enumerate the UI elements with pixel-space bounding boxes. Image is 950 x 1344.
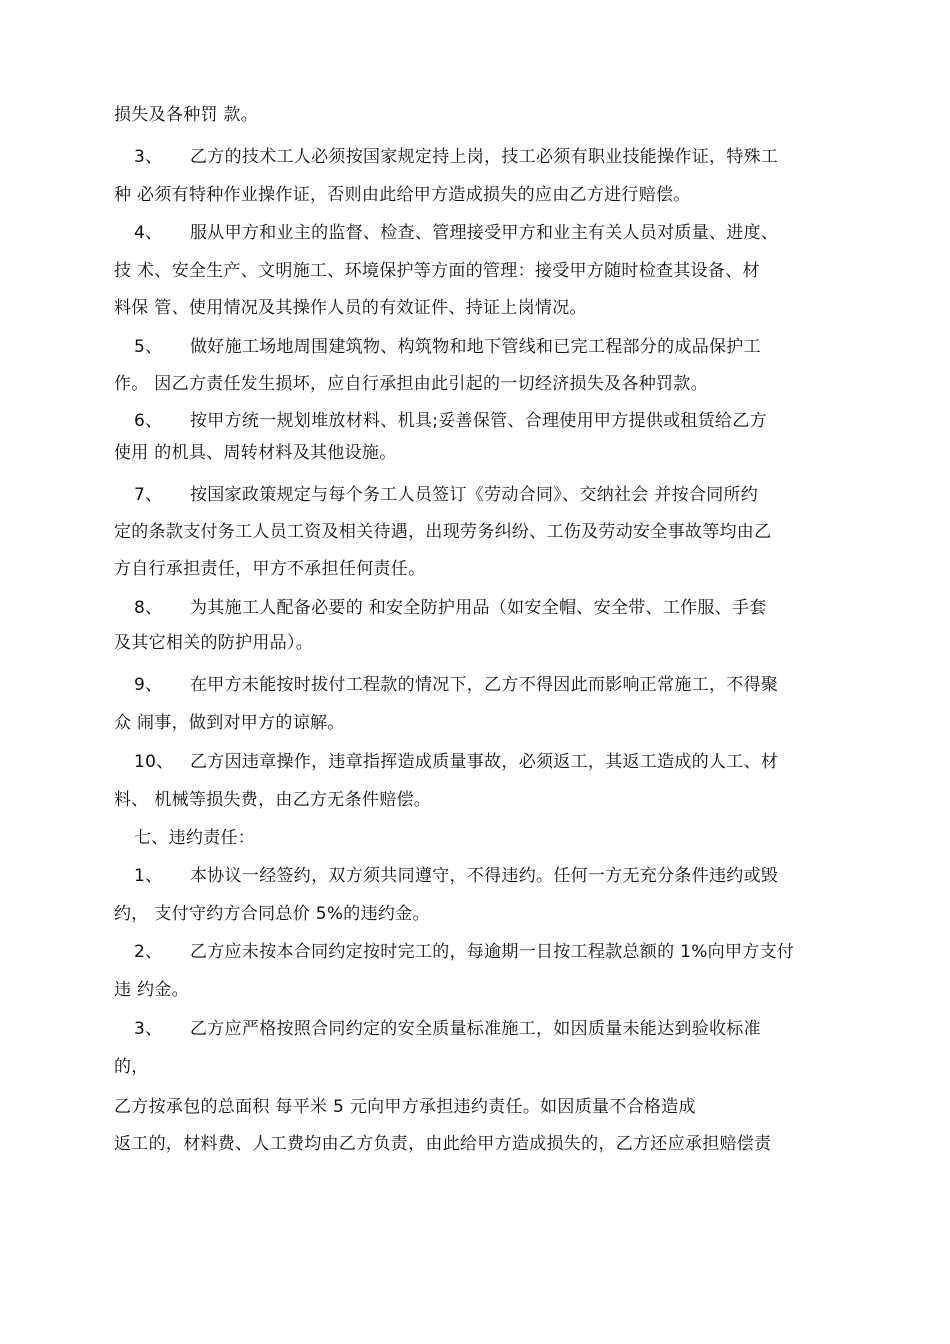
clause-text: 服从甲方和业主的监督、检查、管理接受甲方和业主有关人员对质量、进度、	[190, 223, 779, 243]
clause-text: 按甲方统一规划堆放材料、机具;妥善保管、合理使用甲方提供或租赁给乙方	[190, 411, 767, 431]
clause-text: 在甲方未能按时拔付工程款的情况下，乙方不得因此而影响正常施工，不得聚	[190, 675, 779, 695]
clause-number: 5、	[134, 337, 163, 357]
clause-number: 4、	[134, 223, 163, 243]
clause-number: 9、	[134, 675, 163, 695]
clause-number: 1、	[134, 866, 163, 886]
text-line: 损失及各种罚 款。	[114, 105, 259, 125]
text-line: 违 约金。	[114, 980, 189, 1000]
clause-text: 为其施工人配备必要的 和安全防护用品（如安全帽、安全带、工作服、手套	[190, 598, 767, 618]
text-line: 的，	[114, 1057, 149, 1077]
text-line: 返工的，材料费、人工费均由乙方负责，由此给甲方造成损失的，乙方还应承担赔偿责	[114, 1134, 772, 1154]
clause-text: 按国家政策规定与每个务工人员签订《劳动合同》、交纳社会 并按合同所约	[190, 485, 759, 505]
text-line: 作。 因乙方责任发生损坏，应自行承担由此引起的一切经济损失及各种罚款。	[114, 374, 708, 394]
numbered-clause	[134, 751, 778, 773]
text-line: 使用 的机具、周转材料及其他设施。	[114, 443, 397, 463]
clause-number: 3、	[134, 147, 163, 167]
text-line: 众 闹事，做到对甲方的谅解。	[114, 713, 345, 733]
text-line: 定的条款支付务工人员工资及相关待遇，出现劳务纠纷、工伤及劳动安全事故等均由乙	[114, 522, 772, 542]
numbered-clause	[134, 1018, 761, 1040]
numbered-clause	[134, 484, 758, 506]
clause-number: 8、	[134, 598, 163, 618]
section-title: 七、违约责任：	[134, 828, 256, 848]
clause-text: 乙方应严格按照合同约定的安全质量标准施工，如因质量未能达到验收标准	[190, 1019, 761, 1039]
clause-number: 6、	[134, 411, 163, 431]
clause-number: 2、	[134, 942, 163, 962]
text-line: 方自行承担责任，甲方不承担任何责任。	[114, 559, 426, 579]
text-line: 乙方按承包的总面积 每平米 5 元向甲方承担违约责任。如因质量不合格造成	[114, 1097, 696, 1117]
clause-number: 10、	[134, 752, 174, 772]
numbered-clause	[134, 941, 794, 963]
clause-text: 做好施工场地周围建筑物、构筑物和地下管线和已完工程部分的成品保护工	[190, 337, 761, 357]
text-line: 技 术、安全生产、文明施工、环境保护等方面的管理：接受甲方随时检查其设备、材	[114, 261, 760, 281]
clause-number: 3、	[134, 1019, 163, 1039]
numbered-clause	[134, 865, 778, 887]
numbered-clause	[134, 146, 778, 168]
clause-number: 7、	[134, 485, 163, 505]
clause-text: 乙方的技术工人必须按国家规定持上岗，技工必须有职业技能操作证，特殊工	[190, 147, 779, 167]
numbered-clause	[134, 336, 761, 358]
section-heading	[134, 827, 255, 849]
text-line: 及其它相关的防护用品）。	[114, 633, 314, 653]
clause-text: 乙方因违章操作，违章指挥造成质量事故，必须返工，其返工造成的人工、材	[190, 752, 779, 772]
clause-text: 本协议一经签约，双方须共同遵守，不得违约。任何一方无充分条件违约或毁	[190, 866, 779, 886]
text-line: 料、 机械等损失费，由乙方无条件赔偿。	[114, 790, 432, 810]
text-line: 种 必须有特种作业操作证，否则由此给甲方造成损失的应由乙方进行赔偿。	[114, 185, 691, 205]
numbered-clause	[134, 674, 778, 696]
numbered-clause	[134, 222, 778, 244]
numbered-clause	[134, 597, 767, 619]
text-line: 约， 支付守约方合同总价 5%的违约金。	[114, 904, 430, 924]
text-line: 料保 管、使用情况及其操作人员的有效证件、持证上岗情况。	[114, 298, 587, 318]
clause-text: 乙方应未按本合同约定按时完工的，每逾期一日按工程款总额的 1%向甲方支付	[190, 942, 795, 962]
numbered-clause	[134, 410, 767, 432]
